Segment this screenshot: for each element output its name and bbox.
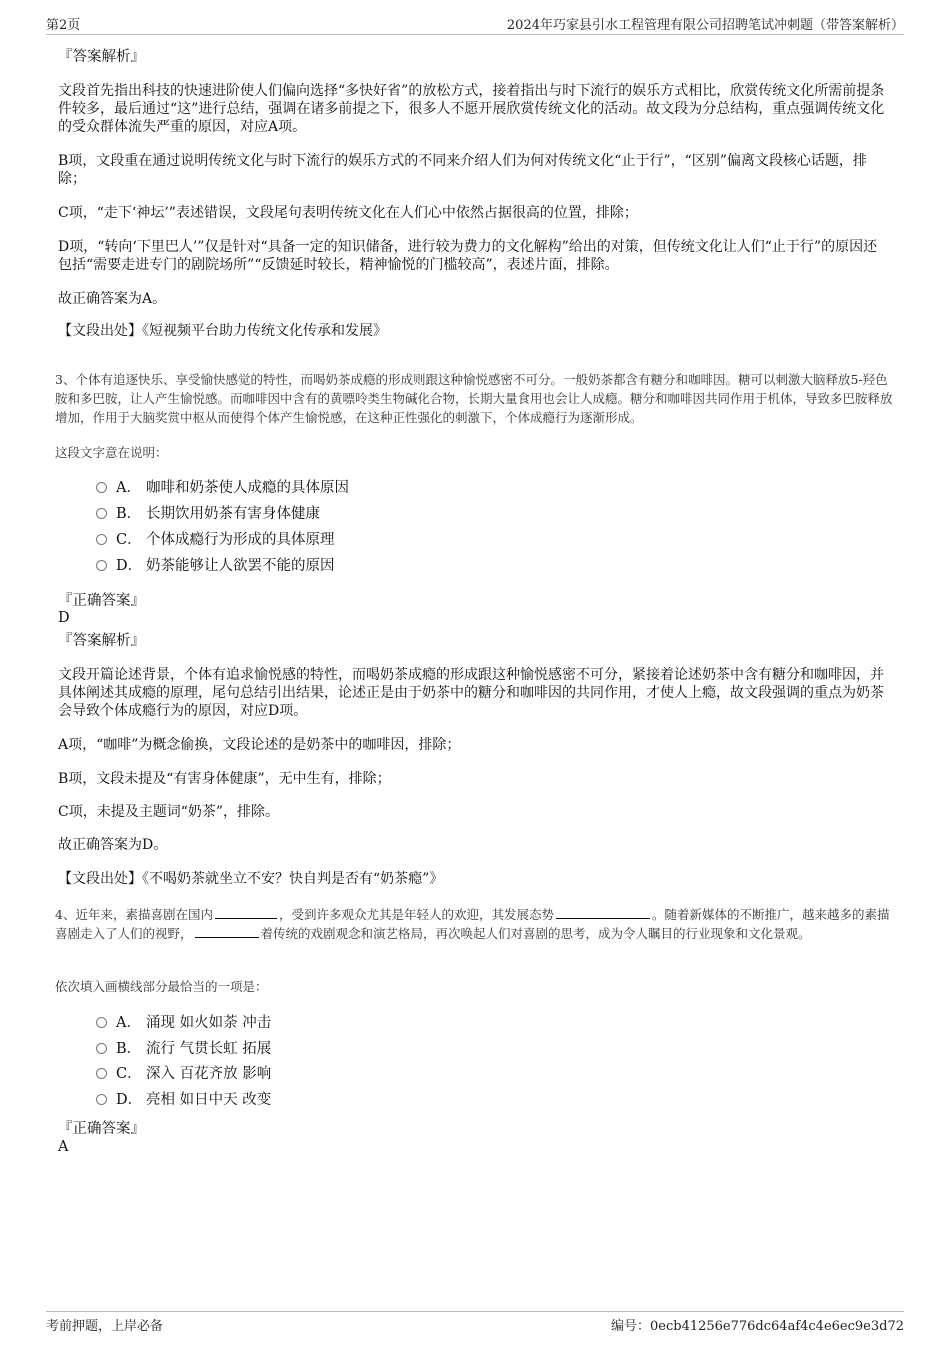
blank-1	[215, 906, 277, 919]
q3-analysis-option-a: A项，“咖啡”为概念偷换，文段论述的是奶茶中的咖啡因，排除；	[58, 737, 461, 753]
footer-slogan: 考前押题，上岸必备	[46, 1319, 164, 1334]
radio-icon[interactable]	[96, 1017, 107, 1028]
q3-option-b[interactable]: B． 长期饮用奶茶有害身体健康	[96, 504, 320, 524]
page-header	[46, 12, 904, 35]
q4-option-a[interactable]: A． 涌现 如火如荼 冲击	[96, 1013, 271, 1033]
q4-answer-label: 『正确答案』	[58, 1121, 145, 1137]
page-number: 第2页	[46, 18, 81, 33]
q3-prompt: 这段文字意在说明：	[55, 445, 168, 460]
q3-source: 【文段出处】《不喝奶茶就坐立不安？快自判是否有“奶茶瘾”》	[58, 871, 444, 887]
radio-icon[interactable]	[96, 534, 107, 545]
q2-analysis-paragraph: 文段首先指出科技的快速进阶使人们偏向选择“多快好省”的放松方式，接着指出与时下流行的娱乐方式相比，欣赏传统文化所需前提条件较多，最后通过“这”进行总结，强调在诸多前提之下，很多人不愿开展欣赏传统文化的活动。故文段为分总结构，重点强调传统文化的受众群体流失严重的原因，对应A项。	[58, 83, 885, 135]
q4-option-b[interactable]: B． 流行 气贯长虹 拓展	[96, 1039, 271, 1059]
q3-stem: 3、个体有追逐快乐、享受愉快感觉的特性，而喝奶茶成瘾的形成则跟这种愉悦感密不可分。一般奶茶都含有糖分和咖啡因。糖可以刺激大脑释放5-羟色胺和多巴胺，让人产生愉悦感。而咖啡因中含有的黄嘌呤类生物碱化合物，长期大量食用也会让人成瘾。糖分和咖啡因共同作用于机体，导致多巴胺释放增加，作用于大脑奖赏中枢从而使得个体产生愉悦感，在这种正性强化的刺激下，个体成瘾行为逐渐形成。	[55, 372, 893, 425]
q3-answer: D	[58, 610, 70, 626]
q4-answer: A	[58, 1139, 69, 1155]
radio-icon[interactable]	[96, 1068, 107, 1079]
q3-option-a[interactable]: A． 咖啡和奶茶使人成瘾的具体原因	[96, 478, 349, 498]
q4-stem: 4、近年来，素描喜剧在国内 ，受到许多观众尤其是年轻人的欢迎，其发展态势 。随着新媒体的不断推广，越来越多的素描喜剧走入了人们的视野， 着传统的戏剧观念和演艺格局，再次唤起人们对喜剧的思考，成为令人瞩目的行业现象和文化景观。	[55, 907, 890, 941]
q3-analysis-paragraph: 文段开篇论述背景，个体有追求愉悦感的特性，而喝奶茶成瘾的形成跟这种愉悦感密不可分，紧接着论述奶茶中含有糖分和咖啡因，并具体阐述其成瘾的原理，尾句总结引出结果，论述正是由于奶茶中的糖分和咖啡因的共同作用，才使人上瘾，故文段强调的重点为奶茶会导致个体成瘾行为的原因，对应D项。	[58, 667, 884, 719]
radio-icon[interactable]	[96, 1094, 107, 1105]
radio-icon[interactable]	[96, 1043, 107, 1054]
q2-analysis-option-b: B项，文段重在通过说明传统文化与时下流行的娱乐方式的不同来介绍人们为何对传统文化“止于行”，“区别”偏离文段核心话题，排除；	[58, 153, 867, 187]
radio-icon[interactable]	[96, 560, 107, 571]
q2-source: 【文段出处】《短视频平台助力传统文化传承和发展》	[58, 323, 387, 339]
page-footer	[46, 1311, 904, 1336]
q4-option-d[interactable]: D． 亮相 如日中天 改变	[96, 1090, 271, 1110]
q4-prompt: 依次填入画横线部分最恰当的一项是：	[55, 979, 268, 994]
q3-analysis-label: 『答案解析』	[58, 633, 145, 649]
q3-conclusion: 故正确答案为D。	[58, 837, 168, 853]
radio-icon[interactable]	[96, 482, 107, 493]
q3-analysis-option-b: B项，文段未提及“有害身体健康”，无中生有，排除；	[58, 771, 391, 787]
q2-analysis-option-c: C项，“走下‘神坛’”表述错误，文段尾句表明传统文化在人们心中依然占据很高的位置，排除；	[58, 205, 638, 221]
q3-answer-label: 『正确答案』	[58, 593, 145, 609]
document-code: 编号：0ecb41256e776dc64af4c4e6ec9e3d72	[611, 1319, 904, 1334]
q2-analysis-label: 『答案解析』	[58, 49, 145, 65]
q3-option-d[interactable]: D． 奶茶能够让人欲罢不能的原因	[96, 556, 335, 576]
q3-analysis-option-c: C项，未提及主题词“奶茶”，排除。	[58, 804, 280, 820]
q2-analysis-option-d: D项，“转向‘下里巴人’”仅是针对“具备一定的知识储备，进行较为费力的文化解构”给出的对策，但传统文化让人们“止于行”的原因还包括“需要走进专门的剧院场所”“反馈延时较长，精神愉悦的门槛较高”，表述片面，排除。	[58, 239, 878, 273]
blank-3	[195, 925, 259, 938]
blank-2	[556, 906, 650, 919]
document-title: 2024年巧家县引水工程管理有限公司招聘笔试冲刺题（带答案解析）	[506, 18, 904, 33]
q4-option-c[interactable]: C． 深入 百花齐放 影响	[96, 1064, 271, 1084]
q3-option-c[interactable]: C． 个体成瘾行为形成的具体原理	[96, 530, 335, 550]
radio-icon[interactable]	[96, 508, 107, 519]
q2-conclusion: 故正确答案为A。	[58, 291, 167, 307]
